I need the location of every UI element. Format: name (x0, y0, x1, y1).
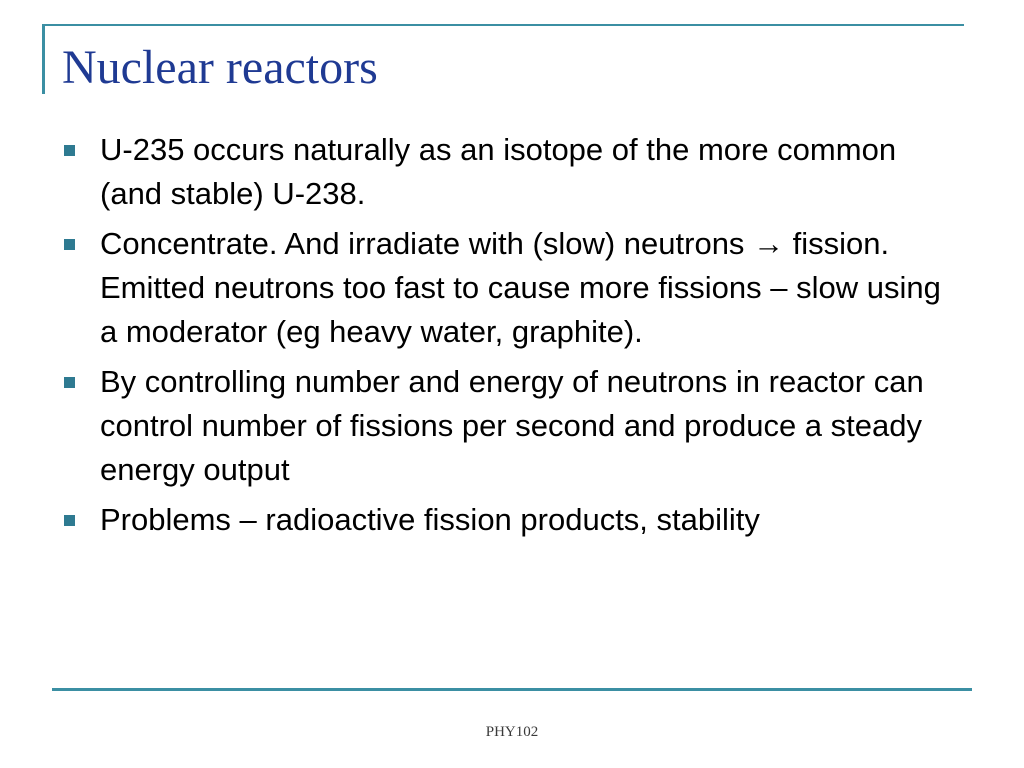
bullet-item (62, 222, 942, 354)
bullet-item (62, 128, 942, 216)
slide-title: Nuclear reactors (62, 41, 378, 94)
bullet-list (62, 128, 942, 548)
bullet-text: By controlling number and energy of neutrons in reactor can control number of fissions per second and produce a steady energy output (100, 364, 924, 487)
square-bullet-icon (64, 515, 75, 526)
left-accent-line (42, 24, 45, 94)
square-bullet-icon (64, 239, 75, 250)
bullet-text: U-235 occurs naturally as an isotope of the more common (and stable) U-238. (100, 132, 897, 211)
bullet-item (62, 498, 942, 542)
slide-footer: PHY102 (485, 724, 539, 740)
bullet-text: Problems – radioactive fission products, stability (100, 502, 760, 537)
bottom-accent-line (52, 688, 972, 691)
square-bullet-icon (64, 145, 75, 156)
top-accent-line (42, 24, 964, 26)
square-bullet-icon (64, 377, 75, 388)
bullet-text: Concentrate. And irradiate with (slow) neutrons → fission. Emitted neutrons too fast to cause more fissions – slow using a moderator (eg heavy water, graphite). (100, 226, 941, 349)
bullet-item (62, 360, 942, 492)
